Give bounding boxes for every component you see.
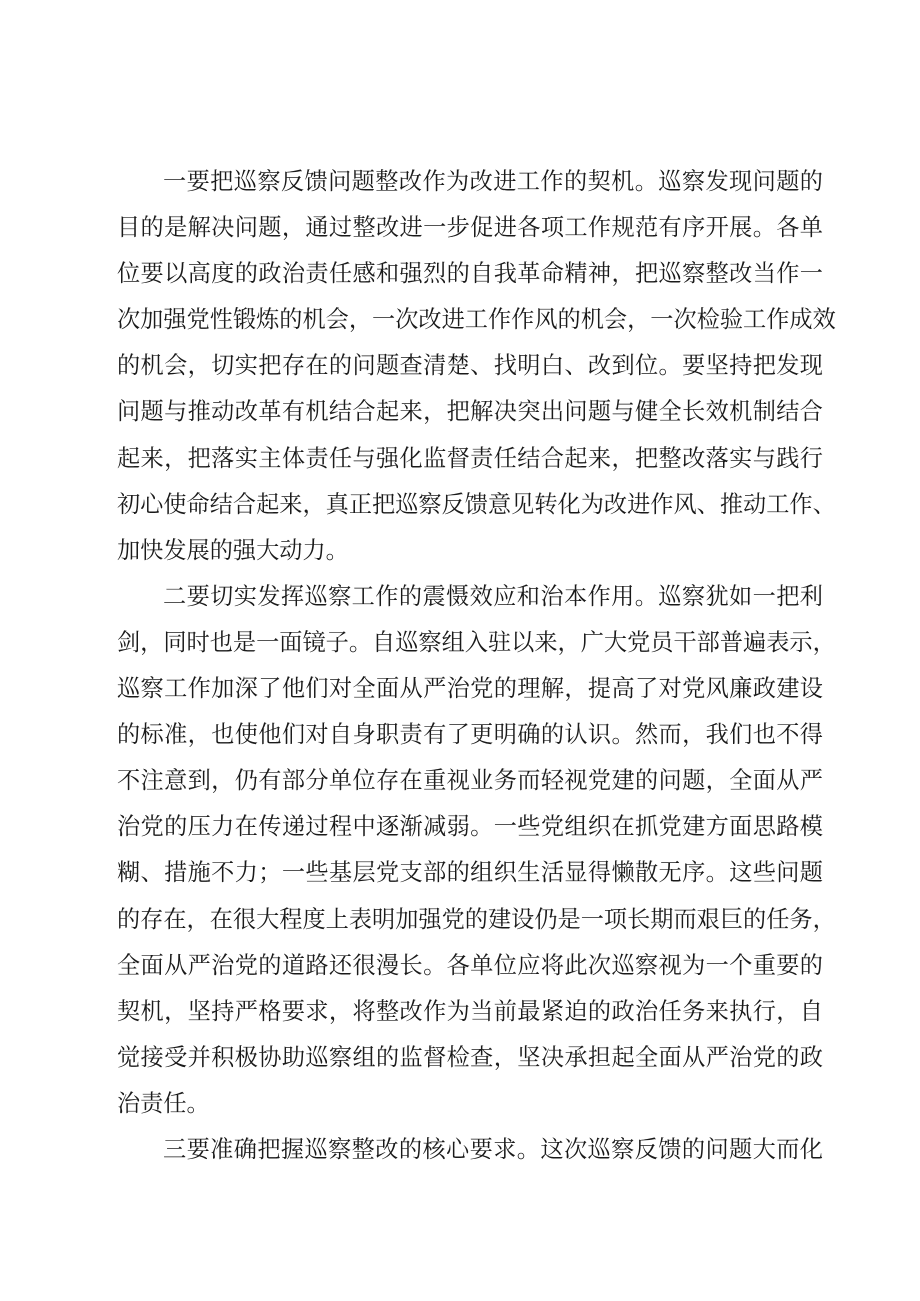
document-body xyxy=(117,159,836,1173)
text-line: 糊、措施不力；一些基层党支部的组织生活显得懒散无序。这些问题 xyxy=(117,859,823,887)
text-line: 的机会，切实把存在的问题查清楚、找明白、改到位。要坚持把发现 xyxy=(117,352,823,380)
text-line: 的存在，在很大程度上表明加强党的建设仍是一项长期而艰巨的任务， xyxy=(117,905,836,933)
text-line: 初心使命结合起来，真正把巡察反馈意见转化为改进作风、推动工作、 xyxy=(117,490,836,518)
text-line: 全面从严治党的道路还很漫长。各单位应将此次巡察视为一个重要的 xyxy=(117,951,823,979)
text-line: 次加强党性锻炼的机会，一次改进工作作风的机会，一次检验工作成效 xyxy=(117,306,836,334)
text-line: 治党的压力在传递过程中逐渐减弱。一些党组织在抓党建方面思路模 xyxy=(117,813,823,841)
text-line: 觉接受并积极协助巡察组的监督检查，坚决承担起全面从严治党的政 xyxy=(117,1043,823,1071)
text-line: 起来，把落实主体责任与强化监督责任结合起来，把整改落实与践行 xyxy=(117,444,823,472)
paragraph-3 xyxy=(117,1127,823,1173)
text-line: 一要把巡察反馈问题整改作为改进工作的契机。巡察发现问题的 xyxy=(163,168,823,195)
text-line: 问题与推动改革有机结合起来，把解决突出问题与健全长效机制结合 xyxy=(117,398,823,426)
text-line: 目的是解决问题，通过整改进一步促进各项工作规范有序开展。各单 xyxy=(117,214,823,242)
text-line: 契机，坚持严格要求，将整改作为当前最紧迫的政治任务来执行，自 xyxy=(117,997,823,1025)
text-line: 三要准确把握巡察整改的核心要求。这次巡察反馈的问题大而化 xyxy=(163,1135,823,1163)
text-line: 治责任。 xyxy=(117,1089,210,1117)
paragraph-1 xyxy=(117,159,836,574)
text-line: 加快发展的强大动力。 xyxy=(117,536,349,564)
text-line: 不注意到，仍有部分单位存在重视业务而轻视党建的问题，全面从严 xyxy=(117,767,823,795)
text-line: 二要切实发挥巡察工作的震慑效应和治本作用。巡察犹如一把利 xyxy=(163,582,823,610)
text-line: 的标准，也使他们对自身职责有了更明确的认识。然而，我们也不得 xyxy=(117,721,823,749)
text-line: 剑，同时也是一面镜子。自巡察组入驻以来，广大党员干部普遍表示， xyxy=(117,628,836,656)
text-line: 位要以高度的政治责任感和强烈的自我革命精神，把巡察整改当作一 xyxy=(117,260,823,288)
paragraph-2 xyxy=(117,574,836,1127)
text-line: 巡察工作加深了他们对全面从严治党的理解，提高了对党风廉政建设 xyxy=(117,675,823,703)
